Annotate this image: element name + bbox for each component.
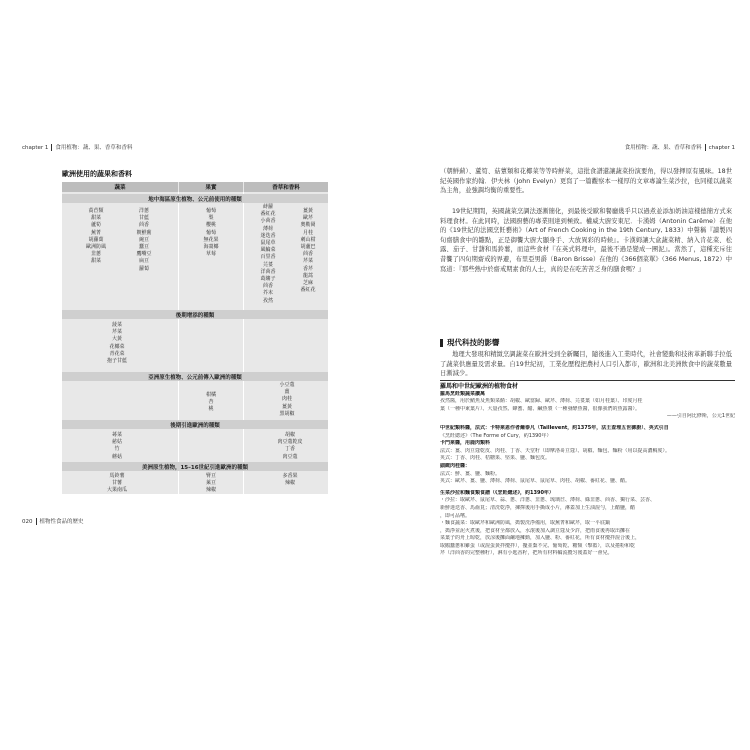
book-title: 植物性食品的歷史 bbox=[39, 519, 84, 525]
box-line: 芹（洋茴香的完整種籽），淋有小匙香籽，把所有材料輪流攪匀後蓋好一會兒。 bbox=[440, 550, 613, 557]
box-line: 孜然醬，用於鯖魚及魚類菜餚：胡椒、歐當歸、歐芹、薄荷、芫荽葉（如月桂葉）、印度月桂 bbox=[440, 398, 643, 405]
paragraph-2: 19世紀期間，英國蔬菜烹調法逐漸簡化，到最後受歐和餐廳幾乎只以過煮並添加奶油這樣德簡方式來料理食材。在此同時，法國廚藝的專業則達到極致。權威大廚安東尼．卡漢姆（Antonin Carême）在他的《19世紀的法國烹飪藝術》（Art of French Cooking in the 19th Century, 1833）中聲稱『讀製四旬齋膳食中的雛點，正是御饗大廚大顯身手、大放異彩的時候』。卡漢姆讓大盒蔬菜精、納入肯花菜、松露、茄子、甘藷和馬鈴薯，而這些食材『在英式料理中，最後不過是變成一團泥』。當然了，這種充斥往昔饗了四旬期齋戒的界避，布里亞男爵（Baron Brisse）在他的《366個菜單》（366 Menus, 1872）中寫道：『那些熱中於齋戒期素食的人士，真的是在吃苦苦乏身的膳食嗎？』 bbox=[440, 208, 732, 273]
box-line: 菜葉子的舟上晾乾，放涼後攤面鹼地擁動，加入鹽、粉、番紅花，所有食材攪拌混合後上， bbox=[440, 535, 641, 542]
box-line: 細緻肉桂醬： bbox=[440, 462, 471, 469]
box-line: ・麵食蔬菜：取歐芹和歐洲防風，搗製洗淨備用，取蕪菁和歐芹，取一平底鍋 bbox=[440, 520, 611, 527]
box-line: 生菜沙拉和麵食類食譜（《烹飪總述》，約1390年） bbox=[440, 489, 554, 496]
table-title: 歐洲使用的蔬果和香料 bbox=[62, 170, 132, 178]
box-line: 取鵝蠶蔥和雞蛋（或混蛋黃拌攪拌），攙並棄不完、葡萄乾、糖類（擊籃），以及捲粉和乾 bbox=[440, 542, 636, 549]
section-heading: 現代科技的影響 bbox=[440, 337, 500, 348]
cell-b5-fruit-a: 腎豆 萊豆 辣椒 bbox=[205, 473, 216, 494]
box-line: 法式：薑、肉豆蔻乾皮、肉桂、丁香、天堂籽（即摩洛哥豆蔻）、胡椒、麵包、麵粉（用以提高濃稠度）。 bbox=[440, 447, 671, 454]
right-running-header bbox=[625, 143, 735, 151]
left-header-chapter: chapter 1 bbox=[22, 145, 49, 151]
produce-table bbox=[62, 182, 328, 494]
column-header-vegetables: 蔬菜 bbox=[62, 182, 178, 192]
box-line: 卡門萊醬，用鹿肉類料 bbox=[440, 440, 491, 447]
band-later-imports: 後期引進歐洲的種類 bbox=[62, 420, 328, 429]
cell-b5-veg: 馬鈴薯 甘薯 大果南瓜 bbox=[106, 473, 127, 494]
cell-b4-veg: 蕁菜 慈姑 竹 蘑菇 bbox=[111, 432, 122, 460]
paragraph-1: （朝鮮薊）、蘆筍、菇蕈類和花椰菜等等時鮮菜，這批食譜還讓蔬菜扮演要角，得以發揮原有風味。18世紀英國作家約翰．伊夫林（John Evelyn）更寫了一篇觀察本一樣厚的文章專論生菜沙拉，也同樣以蔬菜為主角，並強調均衡的重要性。 bbox=[440, 168, 732, 195]
cell-b1-herb-b: 薑黃 歐芹 奧勒岡 月桂 刺山柑 胡蘆巴 茴香 芹菜 香芹 龍蒿 芝麻 番紅花 bbox=[300, 208, 316, 294]
box-line: ，搗淨並泥火煮後，把食材全都放入，水滾後加入調豆蔻及少許，把雨食後再取出攤在 bbox=[440, 527, 631, 534]
cell-b1-veg-b: 洋蔥 甘藍 茴香 朝鮮薊 豌豆 蠶豆 鷹嘴豆 扁豆 蘿蔔 bbox=[136, 208, 152, 272]
box-line: 新鮮迷迭香、馬齒莧；清洗乾淨，揀擇後用手撕成小片，淋蓋加上生油混勻，上醋鹽，醋 bbox=[440, 504, 636, 511]
right-page bbox=[402, 125, 735, 620]
cell-b1-herb-a: 蒔蘿 番紅花 小茴香 薄荷 迷迭香 鼠尾草 風輪菜 百里香 芫荽 洋茴香 葛縷子 茴香 芥末 孜然 bbox=[260, 204, 276, 304]
box-line: 葉（一種中東葉片）、大量孜然、蜂蜜、醋、鹹魚漿（一種發酵魚醬，很像我們的魚露醬）。 bbox=[440, 405, 641, 412]
box-line: 法式：鮮、薑、鹽、麵粉。 bbox=[440, 470, 501, 477]
left-page bbox=[22, 125, 377, 620]
box-line: 《烹飪總述》（The Forme of Cury，約1390年） bbox=[440, 432, 552, 439]
right-header-title: 食用植物：蔬、果、香草和香料 bbox=[624, 145, 702, 151]
band-later-additions: 後期增添的種類 bbox=[62, 310, 328, 319]
sidebar-box bbox=[440, 380, 735, 621]
column-header-fruits: 果實 bbox=[179, 182, 243, 192]
band-american: 美洲原生植物，15–16世紀引進歐洲的種類 bbox=[62, 462, 328, 471]
box-line: 英式：歐芹、薑、鹽、薄荷、薄荷、鼠尾草、鼠尾草、肉桂、胡椒、番紅花、鹽、醋。 bbox=[440, 478, 631, 485]
cell-b4-herb: 胡椒 肉豆蔻乾皮 丁香 肉豆蔻 bbox=[277, 432, 303, 460]
box-line: 英式：丁香、肉桂、桔糖果、堅果、鹽、麵包皮。 bbox=[440, 455, 551, 462]
box-line: 羅馬烹飪類蔬菜讀萬 bbox=[440, 390, 486, 397]
cell-b1-fruit: 葡萄 梨 櫻桃 葡萄 無花果 海棗椰 草莓 bbox=[203, 208, 219, 258]
page-number: 020 bbox=[22, 519, 33, 525]
cell-b5-herb: 多香果 辣椒 bbox=[282, 473, 298, 487]
cell-b3-herb: 小豆蔻 薑 肉桂 薑黃 黑胡椒 bbox=[279, 382, 295, 417]
box-line: ——引自阿比修斯，公元1世紀 bbox=[666, 413, 735, 420]
right-header-chapter: chapter 1 bbox=[708, 145, 735, 151]
box-line: ・沙拉：取歐芹、鼠尾草、蒜、蔥、洋蔥、韭蔥、琉璃苣、薄荷、綠韭蔥、茴香、獨行菜、芸香、 bbox=[440, 497, 656, 504]
left-footer bbox=[22, 517, 84, 525]
box-line: ，即可品嚐。 bbox=[440, 512, 471, 519]
left-header-title: 食用植物：蔬、果、香草和香料 bbox=[55, 145, 133, 151]
left-running-header bbox=[22, 143, 132, 151]
sidebar-title: 羅馬和中世紀歐洲的植物食材 bbox=[440, 383, 519, 390]
cell-b3-fruit: 柑橘 杏 桃 bbox=[205, 392, 216, 413]
cell-b2-veg: 菠菜 芹菜 大黃 花椰菜 青花菜 抱子甘藍 bbox=[106, 322, 127, 365]
cell-b1-veg-a: 萵苣類 甜菜 蘆筍 蕪菁 胡蘿蔔 歐洲防風 韭蔥 甜菜 bbox=[85, 208, 106, 265]
band-asian-ancient: 亞洲原生植物、公元前傳入歐洲的種類 bbox=[62, 372, 328, 381]
column-header-herbs: 香草和香料 bbox=[244, 182, 328, 192]
band-mediterranean: 地中海區原生植物、公元前使用的種類 bbox=[62, 194, 328, 203]
box-line: 中世紀類料醬，法式：卡特萊恩作者爾泰凡（Taillevent，約1375年，法王查理五世御廚）、英式引自 bbox=[440, 424, 669, 431]
paragraph-3: 地理大發現和精緻烹調蔬菜在歐洲受到全新矚目，隨後進入工業時代，社會變動和技術革新聯手拉低了蔬菜供應量及需求量。自19世紀初，工業化歷程把農村人口引入都市，歐洲和北美洲飲食中的蔬菜數量日漸減少。 bbox=[440, 351, 732, 378]
